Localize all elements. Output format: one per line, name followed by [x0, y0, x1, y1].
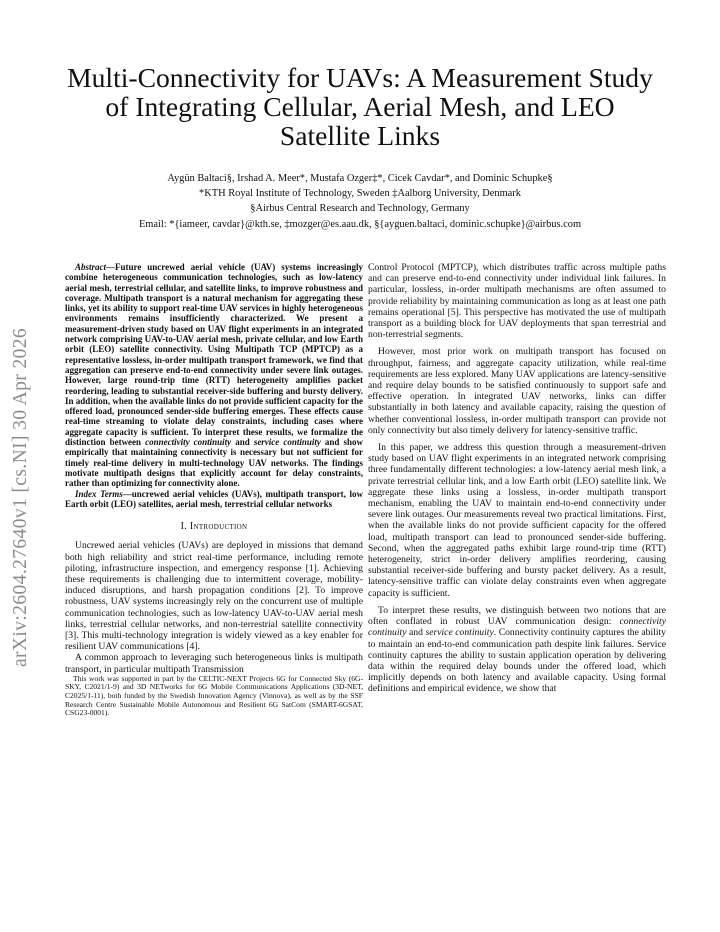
author-block	[60, 171, 660, 232]
intro-paragraph-2: A common approach to leveraging such heterogeneous links is multipath transport, in particular multipath Transmission	[65, 652, 363, 675]
abstract-label: Abstract	[75, 262, 107, 272]
affiliation-line-1: *KTH Royal Institute of Technology, Sweden ‡Aalborg University, Denmark	[199, 188, 521, 200]
paper-title: Multi-Connectivity for UAVs: A Measurement Study of Integrating Cellular, Aerial Mesh, and LEO Satellite Links	[67, 62, 653, 151]
intro-paragraph-3: However, most prior work on multipath transport has focused on throughput, fairness, and aggregate capacity utilization, while real-time requirements are less explored. Many UAV applications are latency-sensitive and require delay bounds to be satisfied continuously to support safe and effective operation. In integrated UAV networks, links can differ substantially in both latency and available capacity, raising the question of whether conventional lossless, in-order multipath transport can provide not only connectivity but also timely delivery for latency-sensitive traffic.	[368, 346, 666, 436]
affiliation-line-2: §Airbus Central Research and Technology, Germany	[250, 203, 470, 215]
abstract-text: Abstract—Future uncrewed aerial vehicle (UAV) systems increasingly combine heterogeneous communication technologies, such as low-latency aerial mesh, terrestrial cellular, and satellite links, to improve robustness and coverage. Multipath transport is a natural mechanism for aggregating these links, yet its ability to support real-time UAV services in highly heterogeneous environments remains insufficiently characterized. We present a measurement-driven study based on UAV flight experiments in an integrated network comprising UAV-to-UAV aerial mesh, private cellular, and low Earth orbit (LEO) satellite connectivity. Using Multipath TCP (MPTCP) as a representative lossless, in-order multipath transport framework, we find that aggregation can preserve end-to-end connectivity under severe link outages. However, large round-trip time (RTT) heterogeneity amplifies packet reordering, leading to substantial receiver-side buffering and bursty delivery. In addition, when the available links do not provide sufficient capacity for the offered load, pronounced sender-side buffering emerges. These effects cause real-time streaming to violate delay constraints, including cases where aggregate capacity is sufficient. To interpret these results, we formalize the distinction between connectivity continuity and service continuity and show empirically that maintaining connectivity is necessary but not sufficient for timely real-time delivery in multi-technology UAV networks. The findings motivate multipath designs that explicitly account for delay constraints, rather than optimizing for connectivity alone.	[65, 262, 364, 489]
author-names: Aygün Baltaci§, Irshad A. Meer*, Mustafa Ozger‡*, Cicek Cavdar*, and Dominic Schupke§	[167, 173, 553, 184]
abstract	[65, 262, 363, 509]
author-emails: Email: *{iameer, cavdar}@kth.se, ‡mozger@es.aau.dk, §{ayguen.baltaci, dominic.schupke}@airbus.com	[138, 218, 582, 230]
intro-paragraph-1: Uncrewed aerial vehicles (UAVs) are deployed in missions that demand both high reliability and strict real-time performance, including remote piloting, infrastructure inspection, and emergency response [1]. Achieving these requirements is challenging due to intermittent coverage, mobility-induced disruptions, and harsh propagation conditions [2]. To improve robustness, UAV systems increasingly rely on the concurrent use of multiple communication technologies, such as low-latency UAV-to-UAV aerial mesh links, terrestrial cellular networks, and non-terrestrial satellite connectivity [3]. This multi-technology integration is widely viewed as a key enabler for resilient UAV communications [4].	[65, 540, 363, 653]
funding-footnote: This work was supported in part by the CELTIC-NEXT Projects 6G for Connected Sky (6G-SKY, C2021/1-9) and 3D NETworks for 6G Mobile Communications Applications (3D-NET, C2025/1-11), both funded by the Swedish Innovation Agency (Vinnova), as well as by the SSF Research Centre Sustainable Mobile Autonomous and Resilient 6G SatCom (SMART-6GSAT, CSG23-0001).	[65, 673, 363, 718]
intro-paragraph-4: In this paper, we address this question through a measurement-driven study based on UAV flight experiments in an integrated network comprising three fundamentally different technologies: a low-latency aerial mesh link, a private terrestrial cellular link, and a low Earth orbit (LEO) satellite link. We aggregate these links using a lossless, in-order multipath transport mechanism, enabling the UAV to maintain end-to-end connectivity under severe link outages. Our measurements reveal two practical limitations. First, when the available links do not provide sufficient capacity for the offered load, multipath transport can lead to pronounced sender-side buffering. Second, when the aggregated paths exhibit large round-trip time (RTT) heterogeneity, strict in-order delivery amplifies reordering, causing substantial receiver-side buffering and bursty packet delivery. As a result, latency-sensitive traffic can violate delay constraints even when aggregate capacity is sufficient.	[368, 442, 666, 599]
arxiv-identifier	[6, 262, 36, 672]
right-column	[368, 262, 666, 695]
arxiv-identifier-text: arXiv:2604.27640v1 [cs.NI] 30 Apr 2026	[10, 327, 31, 667]
section-heading-introduction: I. Introduction	[180, 521, 248, 533]
intro-paragraph-2-continued: Control Protocol (MPTCP), which distributes traffic across multiple paths and can preserve end-to-end connectivity under individual link failures. In particular, lossless, in-order multipath mechanisms are often assumed to provide reliability by maintaining communication as long as at least one path remains operational [5]. This perspective has motivated the use of multipath transport as a building block for UAV deployments that span terrestrial and non-terrestrial segments.	[368, 262, 666, 341]
intro-paragraph-5: To interpret these results, we distinguish between two notions that are often conflated in robust UAV communication design: connectivity continuity and service continuity. Connectivity continuity captures the ability to maintain an end-to-end communication path despite link failures. Service continuity captures the ability to sustain application operation by delivering data within the required delay bounds under the offered load, which implicitly depends on both latency and available capacity. Using formal definitions and empirical evidence, we show that	[368, 604, 666, 695]
left-column	[65, 262, 363, 718]
index-terms-label: Index Terms	[75, 488, 123, 499]
index-terms: Index Terms—uncrewed aerial vehicles (UAVs), multipath transport, low Earth orbit (LEO) satellites, aerial mesh, terrestrial cellular networks	[65, 488, 363, 509]
